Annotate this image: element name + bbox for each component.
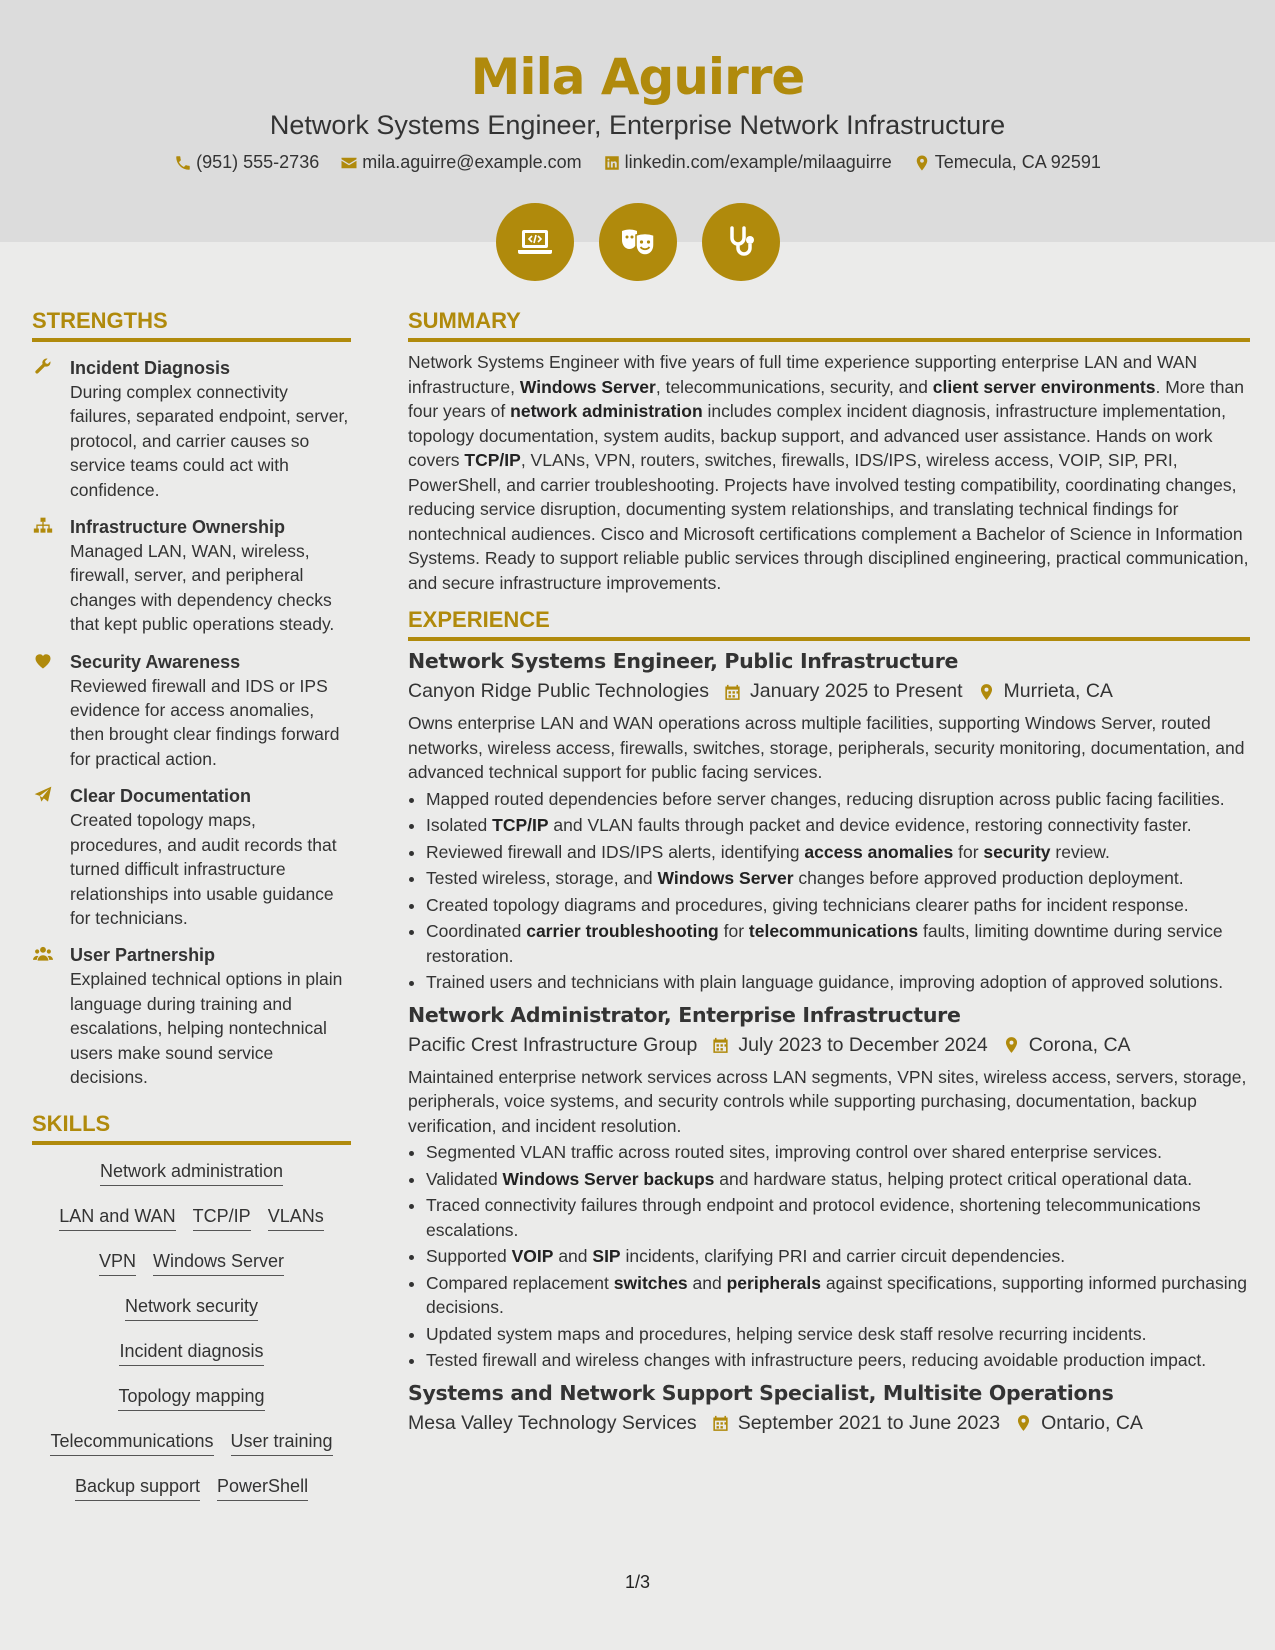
strength-icon-wrap: [32, 784, 70, 930]
strength-item: [32, 515, 351, 637]
job-dates: September 2021 to June 2023: [737, 1411, 1001, 1434]
contact-line: [0, 152, 1275, 177]
job-location: Murrieta, CA: [1003, 680, 1113, 702]
strength-icon-wrap: [32, 515, 70, 637]
strength-title: Security Awareness: [70, 651, 241, 672]
summary-heading: SUMMARY: [408, 308, 1250, 342]
strength-title: Clear Documentation: [70, 786, 252, 807]
left-column: [32, 308, 351, 1511]
strengths-heading: STRENGTHS: [32, 308, 351, 342]
calendar-icon: [711, 1413, 730, 1433]
strengths-list: [32, 356, 351, 1089]
skill-row: [32, 1376, 351, 1421]
skill-tag: Telecommunications: [50, 1431, 213, 1456]
job-title: Systems and Network Support Specialist, Multisite Operations: [408, 1380, 1114, 1405]
skill-tag: PowerShell: [217, 1476, 308, 1501]
job-title: Network Systems Engineer, Public Infrastructure: [408, 649, 959, 673]
skill-tag: LAN and WAN: [59, 1206, 175, 1231]
skills-heading: SKILLS: [32, 1111, 351, 1145]
job-bullet: • Traced connectivity failures through endpoint and protocol evidence, shortening telecommunications escalations.: [426, 1193, 1250, 1242]
map-pin-icon: [1014, 1413, 1033, 1433]
badge-theater-masks: [599, 203, 677, 281]
bold-keyword: carrier troubleshooting: [526, 921, 719, 941]
job-description: Owns enterprise LAN and WAN operations across multiple facilities, supporting Windows Server, routed networks, wireless access, firewalls, switches, storage, peripherals, security monitoring, documentation, and advanced technical support for public facing services.: [408, 713, 1245, 782]
job-entry: [408, 1003, 1250, 1373]
job-company: Mesa Valley Technology Services: [408, 1411, 697, 1434]
strength-icon-wrap: [32, 356, 70, 502]
bold-keyword: VOIP: [511, 1246, 554, 1266]
job-bullet: • Validated Windows Server backups and hardware status, helping protect critical operational data.: [426, 1167, 1250, 1192]
candidate-title: Network Systems Engineer, Enterprise Network Infrastructure: [269, 110, 1006, 140]
heart-icon: [32, 651, 54, 671]
bold-keyword: Windows Server: [657, 868, 794, 888]
job-bullets: [426, 787, 1250, 995]
map-pin-icon: [913, 154, 931, 172]
strength-desc: Created topology maps, procedures, and audit records that turned difficult infrastructure relationships into usable guidance for technicians.: [70, 810, 337, 928]
skill-row: [32, 1241, 351, 1286]
experience-heading: EXPERIENCE: [408, 607, 1250, 641]
strength-title: Infrastructure Ownership: [70, 517, 286, 538]
job-bullet: • Updated system maps and procedures, helping service desk staff resolve recurring incidents.: [426, 1322, 1250, 1347]
job-bullet: • Reviewed firewall and IDS/IPS alerts, identifying access anomalies for security review.: [426, 840, 1250, 865]
job-meta: [408, 1034, 1250, 1057]
bold-keyword: TCP/IP: [492, 815, 549, 835]
strength-body: [70, 356, 351, 502]
phone-icon: [174, 154, 192, 172]
bold-keyword: TCP/IP: [464, 450, 521, 470]
bold-keyword: client server environments: [932, 376, 1156, 397]
skills-list: [32, 1151, 351, 1511]
job-bullet: • Tested wireless, storage, and Windows Server changes before approved production deployment.: [426, 866, 1250, 891]
skill-row: [32, 1196, 351, 1241]
bold-keyword: network administration: [510, 401, 703, 421]
candidate-name: Mila Aguirre: [470, 48, 805, 106]
skill-row: [32, 1151, 351, 1196]
job-title: Network Administrator, Enterprise Infrastructure: [408, 1002, 961, 1027]
contact-location-text: Temecula, CA 92591: [934, 152, 1101, 172]
skill-tag: Topology mapping: [118, 1386, 264, 1411]
skill-tag: Backup support: [75, 1476, 200, 1501]
map-pin-icon: [1002, 1035, 1021, 1055]
right-column: [408, 308, 1250, 1435]
badge-stethoscope: [702, 203, 780, 281]
header-band: [0, 0, 1275, 242]
job-company: Pacific Crest Infrastructure Group: [408, 1033, 698, 1056]
contact-phone[interactable]: [174, 152, 319, 173]
bold-keyword: security: [983, 841, 1051, 862]
jobs-list: [408, 649, 1250, 1435]
job-bullet: • Compared replacement switches and peripherals against specifications, supporting informed purchasing decisions.: [426, 1271, 1250, 1320]
job-bullet: • Created topology diagrams and procedures, giving technicians clearer paths for incident response.: [426, 893, 1250, 918]
skill-tag: VLANs: [268, 1206, 324, 1231]
strength-title: User Partnership: [70, 945, 216, 966]
strength-desc: Reviewed firewall and IDS or IPS evidence for access anomalies, then brought clear findings forward for practical action.: [70, 675, 340, 769]
job-location: Corona, CA: [1028, 1033, 1131, 1056]
interest-badges: [0, 203, 1275, 281]
strength-item: [32, 943, 351, 1089]
strength-title: Incident Diagnosis: [70, 358, 231, 378]
bold-keyword: Windows Server: [519, 376, 656, 397]
bold-keyword: Windows Server backups: [502, 1168, 715, 1189]
badge-laptop-code: [496, 203, 574, 281]
strength-desc: Explained technical options in plain language during training and escalations, helping nontechnical users make sound service decisions.: [70, 969, 343, 1087]
job-bullet: • Isolated TCP/IP and VLAN faults through packet and device evidence, restoring connectivity faster.: [426, 813, 1250, 838]
job-meta: [408, 680, 1250, 703]
page-number: 1/3: [624, 1572, 651, 1592]
job-bullet: • Trained users and technicians with plain language guidance, improving adoption of approved solutions.: [426, 970, 1250, 995]
job-dates: July 2023 to December 2024: [738, 1033, 988, 1056]
job-dates: January 2025 to Present: [750, 680, 963, 702]
contact-linkedin-text: linkedin.com/example/milaaguirre: [624, 152, 892, 172]
stethoscope-icon: [721, 222, 761, 262]
sitemap-icon: [32, 516, 54, 536]
strength-item: [32, 650, 351, 772]
job-bullet: • Mapped routed dependencies before server changes, reducing disruption across public facing facilities.: [426, 787, 1250, 812]
skill-tag: TCP/IP: [193, 1206, 251, 1231]
skill-tag: Incident diagnosis: [119, 1341, 263, 1366]
calendar-icon: [711, 1035, 730, 1055]
theater-masks-icon: [618, 222, 658, 262]
summary-text: Network Systems Engineer with five years of full time experience supporting enterprise LAN and WAN infrastructure, Windows Server, telecommunications, security, and client server environments. More than four years of network administration includes complex incident diagnosis, infrastructure implementation, topology documentation, system audits, backup support, and advanced user assistance. Hands on work covers TCP/IP, VLANs, VPN, routers, switches, firewalls, IDS/IPS, wireless access, VOIP, SIP, PRI, PowerShell, and carrier troubleshooting. Projects have involved testing compatibility, coordinating changes, reducing service disruption, documenting system relationships, and translating technical findings for nontechnical audiences. Cisco and Microsoft certifications complement a Bachelor of Science in Information Systems. Ready to support reliable public services through disciplined engineering, practical communication, and secure infrastructure improvements.: [408, 352, 1249, 593]
paper-plane-icon: [32, 785, 54, 805]
bold-keyword: switches: [613, 1272, 688, 1293]
linkedin-icon: [603, 154, 621, 172]
job-bullets: [426, 1140, 1250, 1373]
job-location: Ontario, CA: [1041, 1411, 1143, 1434]
strength-body: [70, 650, 351, 772]
strength-icon-wrap: [32, 650, 70, 772]
skill-tag: User training: [231, 1431, 333, 1456]
calendar-icon: [723, 682, 742, 702]
bold-keyword: telecommunications: [748, 921, 919, 941]
bold-keyword: access anomalies: [804, 841, 954, 862]
job-bullet: • Coordinated carrier troubleshooting for telecommunications faults, limiting downtime during service restoration.: [426, 919, 1250, 968]
strength-icon-wrap: [32, 943, 70, 1089]
skill-row: [32, 1421, 351, 1466]
skill-tag: Network administration: [100, 1161, 283, 1186]
skill-tag: Windows Server: [153, 1251, 284, 1276]
job-company: Canyon Ridge Public Technologies: [408, 680, 710, 702]
strength-item: [32, 784, 351, 930]
laptop-code-icon: [515, 222, 555, 262]
strength-desc: Managed LAN, WAN, wireless, firewall, server, and peripheral changes with dependency checks that kept public operations steady.: [70, 541, 335, 635]
envelope-icon: [340, 154, 358, 172]
skill-tag: Network security: [125, 1296, 258, 1321]
skill-row: [32, 1466, 351, 1511]
users-icon: [32, 944, 54, 964]
strength-desc: During complex connectivity failures, separated endpoint, server, protocol, and carrier causes so service teams could act with confidence.: [70, 382, 349, 500]
job-entry: [408, 1381, 1250, 1435]
strength-item: [32, 356, 351, 502]
contact-email-text: mila.aguirre@example.com: [362, 152, 582, 172]
job-bullet: • Segmented VLAN traffic across routed sites, improving control over shared enterprise services.: [426, 1140, 1250, 1165]
bold-keyword: SIP: [592, 1246, 621, 1266]
wrench-icon: [32, 357, 54, 377]
contact-phone-text: (951) 555-2736: [196, 152, 320, 172]
skill-row: [32, 1286, 351, 1331]
skill-tag: VPN: [99, 1251, 136, 1276]
job-description: Maintained enterprise network services across LAN segments, VPN sites, wireless access, servers, storage, peripherals, voice systems, and security controls while supporting purchasing, documentation, backup verification, and incident resolution.: [408, 1066, 1247, 1136]
contact-linkedin[interactable]: [603, 152, 892, 173]
job-meta: [408, 1412, 1250, 1435]
bold-keyword: peripherals: [726, 1272, 821, 1293]
strength-body: [70, 784, 351, 930]
strength-body: [70, 515, 351, 637]
strength-body: [70, 943, 351, 1089]
skill-row: [32, 1331, 351, 1376]
contact-location: [913, 152, 1101, 173]
job-entry: [408, 649, 1250, 995]
contact-email[interactable]: [340, 152, 581, 173]
job-bullet: • Supported VOIP and SIP incidents, clarifying PRI and carrier circuit dependencies.: [426, 1244, 1250, 1269]
job-bullet: • Tested firewall and wireless changes with infrastructure peers, reducing avoidable production impact.: [426, 1348, 1250, 1373]
map-pin-icon: [977, 682, 996, 702]
